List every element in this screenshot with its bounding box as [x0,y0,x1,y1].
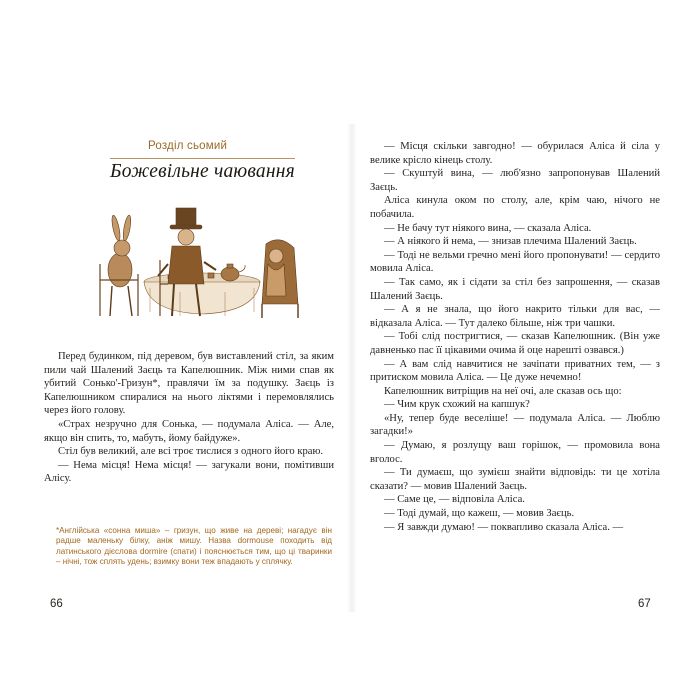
book-gutter [347,124,357,612]
paragraph: Стіл був великий, але всі троє тислися з одного його краю. [58,446,324,458]
paragraph: — Так само, як і сідати за стіл без запрошення, — сказав Шалений Заєць. [370,276,660,302]
right-page [370,118,660,612]
chapter-title: Божевільне чаювання [110,158,295,183]
chapter-label: Розділ сьомий [148,140,228,152]
paragraph: «Ну, тепер буде веселіше! — подумала Аліса. — Люблю загадки!» [370,412,660,438]
footnote-text: *Англійська «сонна миша» – гризун, що живе на дереві; нагадує він радше маленьку білку, аніж мишу. Назва dormouse походить від латинського дієслова dormire (спати) і пояснюється тим, що ці тваринки – нічні, тож сплять удень; взимку вони теж впадають у сплячку. [56,526,332,566]
paragraph: — Не бачу тут ніякого вина, — сказала Аліса. [384,222,592,234]
right-body-text [370,140,660,534]
paragraph: — Саме це, — відповіла Аліса. [384,494,525,506]
paragraph: — Нема місця! Нема місця! — загукали вони, помітивши Алісу. [44,459,334,485]
left-body-text [44,350,334,486]
paragraph: — Чим крук схожий на капшук? [384,399,530,411]
page-number-right: 67 [638,598,651,610]
paragraph: — Скуштуй вина, — люб'язно запропонував Шалений Заєць. [370,168,660,193]
paragraph: Аліса кинула оком по столу, але, крім чаю, нічого не побачила. [370,195,660,220]
book-spread [44,118,660,612]
left-page [44,118,334,612]
paragraph: — Тобі слід постригтися, — сказав Капелюшник. (Він уже давненько пас її цікавими очима й оце нарешті озвався.) [370,331,660,356]
paragraph: — Тоді не вельми гречно мені його пропонувати! — сердито мовила Аліса. [370,249,660,275]
paragraph: — А я не знала, що його накрито тільки для вас, — відказала Аліса. — Тут далеко більше, ніж три чашки. [370,304,660,329]
paragraph: — Місця скільки завгодно! — обурилася Аліса й сіла у велике крісло кінець столу. [370,141,660,166]
paragraph: — А вам слід навчитися не зачіпати приватних тем, — з притиском мовила Аліса. — Це дуже нечемно! [370,358,660,384]
paragraph: — А ніякого й нема, — знизав плечима Шалений Заєць. [384,236,637,248]
paragraph: — Я завжди думаю! — поквапливо сказала Аліса. — [384,521,624,533]
paragraph: — Думаю, я розлущу ваш горішок, — промовила вона вголос. [370,440,660,465]
page-number-left: 66 [50,598,63,610]
tea-party-illustration [80,204,310,332]
paragraph: Капелюшник витріщив на неї очі, але сказав ось що: [384,385,622,397]
paragraph: — Ти думаєш, що зумієш знайти відповідь: ти це хотіла сказати? — мовив Шалений Заєць. [370,467,660,492]
footnote [56,526,332,567]
paragraph: — Тоді думай, що кажеш, — мовив Заєць. [384,508,575,520]
paragraph: Перед будинком, під деревом, був виставлений стіл, за яким пили чай Шалений Заєць та Капелюшник. Між ними спав як убитий Сонько'-Гризун*, правлячи їм за подушку. Заєць із Капелюшником спиралися на нього ліктями і перемовлялись через його голову. [44,351,334,417]
paragraph: «Страх незручно для Сонька, — подумала Аліса. — Але, якщо він спить, то, мабуть, йому байдуже». [44,418,334,444]
